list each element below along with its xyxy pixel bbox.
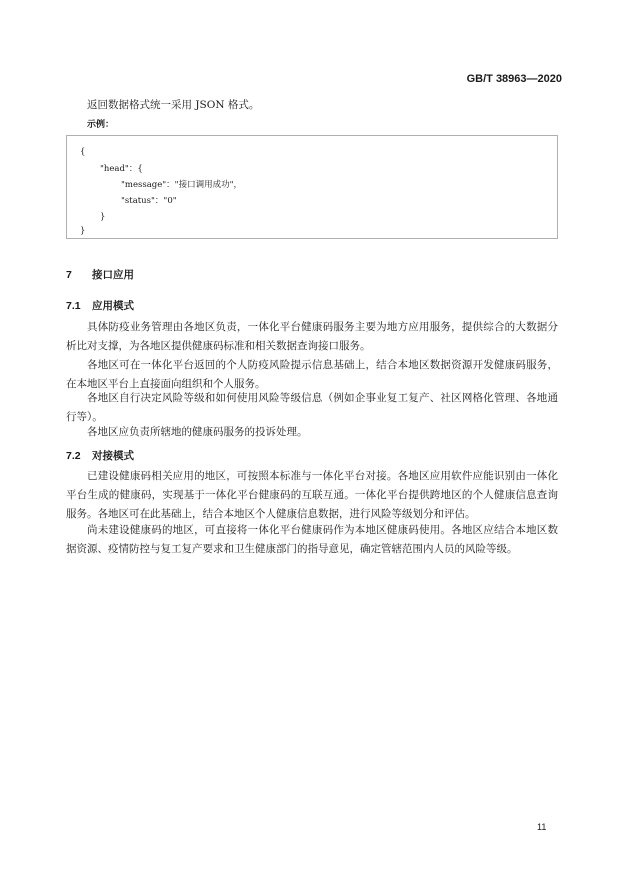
subsection-title: 对接模式 [92, 450, 134, 462]
page-number: 11 [537, 822, 547, 832]
section-heading [66, 267, 134, 282]
code-line: } [80, 226, 86, 236]
code-line: { [80, 147, 86, 157]
paragraph: 各地区可在一体化平台返回的个人防疫风险提示信息基础上，结合本地区数据资源开发健康码服务，在本地区平台上直接面向组织和个人服务。 [66, 359, 558, 390]
subsection-title: 应用模式 [92, 300, 134, 312]
subsection-number: 7.2 [66, 450, 81, 462]
code-line: "message"："接口调用成功"， [121, 180, 242, 190]
paragraph: 各地区自行决定风险等级和如何使用风险等级信息（例如企事业复工复产、社区网格化管理、各地通行等）。 [66, 392, 558, 423]
code-line: "head"：{ [100, 164, 143, 174]
subsection-heading [66, 298, 134, 313]
code-line: "status"："0" [121, 196, 177, 206]
subsection-heading [66, 448, 134, 463]
paragraph: 已建设健康码相关应用的地区，可按照本标准与一体化平台对接。各地区应用软件应能识别由一体化平台生成的健康码，实现基于一体化平台健康码的互联互通。一体化平台提供跨地区的个人健康信息查询服务。各地区可在此基础上，结合本地区个人健康信息数据，进行风险等级划分和评估。 [66, 470, 558, 520]
section-number: 7 [66, 269, 72, 281]
paragraph: 各地区应负责所辖地的健康码服务的投诉处理。 [87, 426, 308, 438]
paragraph: 尚未建设健康码的地区，可直接将一体化平台健康码作为本地区健康码使用。各地区应结合本地区数据资源、疫情防控与复工复产要求和卫生健康部门的指导意见，确定管辖范围内人员的风险等级。 [66, 524, 558, 555]
example-label: 示例： [87, 119, 115, 129]
code-line: } [100, 212, 106, 222]
standard-code-header: GB/T 38963—2020 [466, 73, 562, 85]
section-title: 接口应用 [92, 269, 134, 281]
intro-text: 返回数据格式统一采用 JSON 格式。 [87, 99, 260, 111]
subsection-number: 7.1 [66, 300, 81, 312]
code-example-box [66, 135, 558, 239]
paragraph: 具体防疫业务管理由各地区负责，一体化平台健康码服务主要为地方应用服务，提供综合的大数据分析比对支撑，为各地区提供健康码标准和相关数据查询接口服务。 [66, 321, 558, 352]
